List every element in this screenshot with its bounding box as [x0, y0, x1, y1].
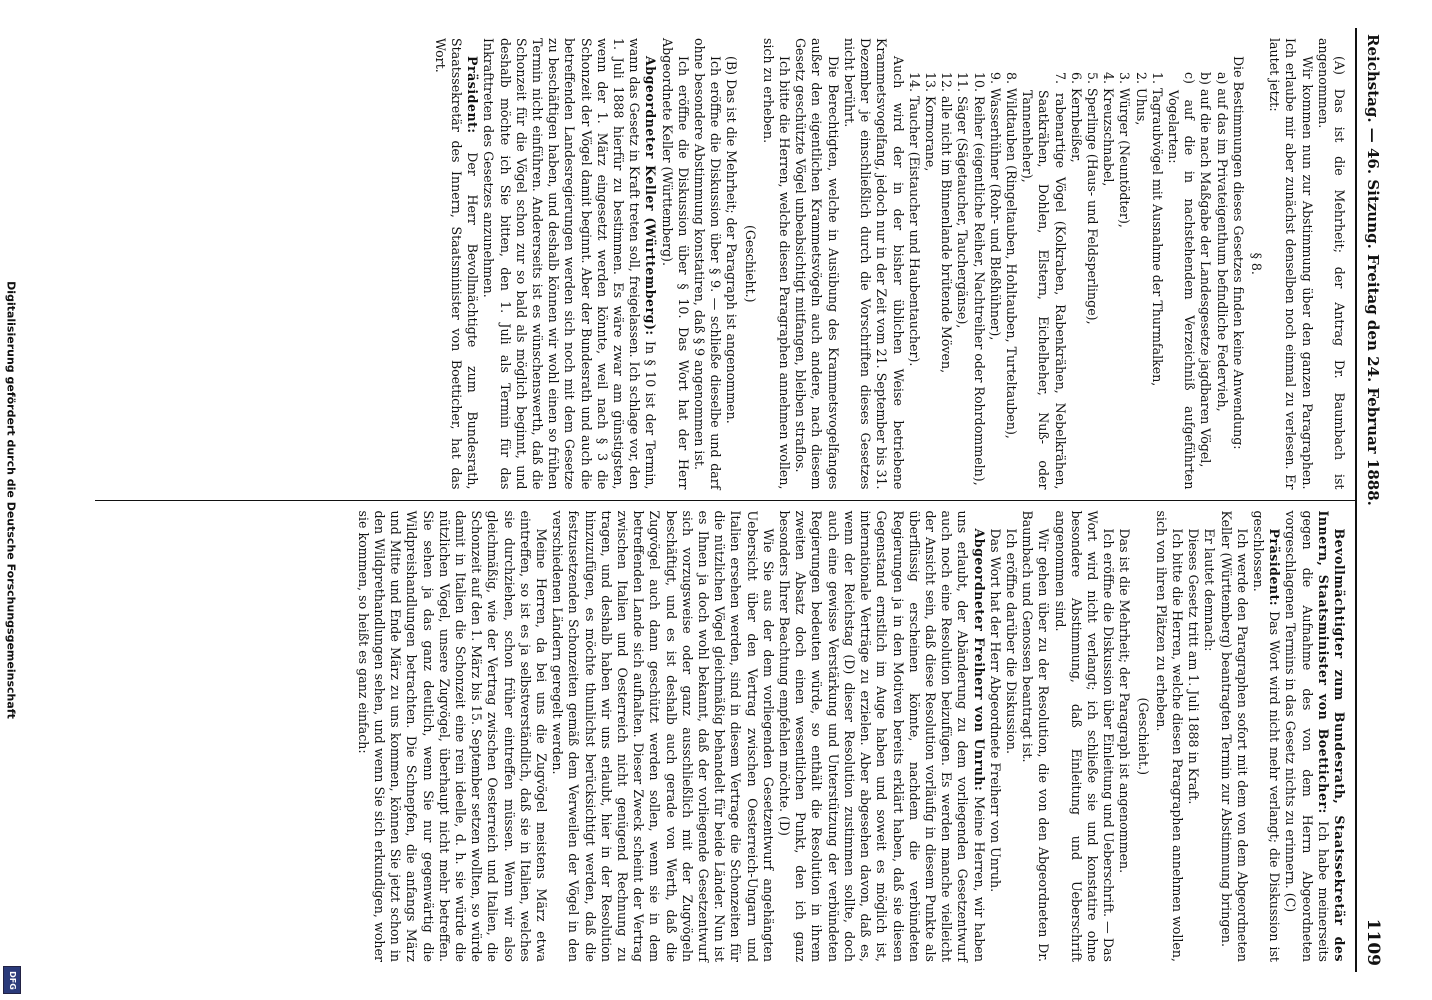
speaker: Präsident:: [465, 56, 481, 134]
paragraph-text: In § 10 ist der Termin, wann das Gesetz in Kraft treten soll, freigelassen. Ich schlage vor, den 1. Juli 1888 hierfür zu bestimmen. Es wäre zwar am günstigsten, wenn der 1. März eingesetzt werden könnte, weil nach § 3 die Schonzeit der Vögel damit beginnt. Aber der Bundesrath und auch die betreffenden Landesregierungen werden sich noch mit dem Gesetze zu beschäftigen haben, und deshalb können wir wohl einen so frühen Termin nicht einführen. Andererseits ist es wünschenswerth, daß die Schonzeit für die Vögel schon zur so bald als möglich beginnt, und deshalb möchte ich Sie bitten, den 1. Juli als Termin für das Inkrafttreten des Gesetzes anzunehmen.: [481, 38, 659, 490]
paragraph: Wir gehen über zu der Resolution, die von den Abgeordneten Dr. Baumbach und Genossen beantragt ist.: [1020, 510, 1052, 962]
list-item: 12. alle nicht im Binnenlande brütende Möven,: [939, 72, 955, 374]
list-item: 10. Reiher (eigentliche Reiher, Nachtreiher oder Rohrdommeln),: [971, 72, 987, 486]
page-number: 1109: [1363, 918, 1383, 966]
margin-mark-c: (C): [1283, 892, 1299, 913]
list-item: b) auf die nach Maßgabe der Landesgesetze jagdbaren Vögel,: [1198, 72, 1214, 468]
list-item: 2. Uhus,: [1133, 72, 1149, 126]
paragraph: Das ist die Mehrheit; der Paragraph ist angenommen.: [1117, 528, 1133, 874]
stage-direction: (Geschieht.): [742, 224, 758, 303]
margin-mark-a: (A): [1332, 56, 1347, 75]
paragraph: Ich eröffne die Diskussion über Einleitung und Ueberschrift. — Das Wort wird nicht verlangt; ich schließe sie und konstatire ohne besondere Abstimmung, daß Einleitung und Ueberschrift angenommen sind.: [1052, 510, 1117, 962]
speaker: Bevollmächtigter zum Bundesrath, Staatssekretär des Innern, Staatsminister von Boetticher:: [1315, 510, 1347, 962]
paragraph-text: Meine Herren, wir haben uns erlaubt, der Abänderung zu dem vorliegenden Gesetzentwurf auch noch eine Resolution beizufügen. Es werden manche vielleicht der Ansicht sein, daß diese Resolution vorläufig in diesem Punkte als überflüssig erscheinen könnte, nachdem die verbündeten Regierungen ja in den Motiven bereits erklärt haben, daß sie diesen Gegenstand ernstlich im Auge haben und soweit es möglich ist, internationale Verträge zu erzielen. Aber abgesehen davon, daß es, wenn der Reichstag (D) dieser Resolution zustimmen sollte, doch auch eine gewisse Verstärkung und Unterstützung der verbündeten Regierungen bedeuten würde, so enthält die Resolution in ihrem zweiten Absatz doch einen wesentlichen Punkt, den ich ganz besonders Ihrer Beachtung empfehlen möchte.: [777, 510, 987, 962]
paragraph: [723, 38, 739, 490]
paragraph: Ich eröffne die Diskussion über § 10. Das Wort hat der Herr Abgeordnete Keller (Württemberg).: [659, 38, 691, 490]
list-item: 5. Sperlinge (Haus- und Feldsperlinge),: [1084, 72, 1100, 325]
paragraph: Ich eröffne darüber die Diskussion.: [1003, 528, 1019, 754]
paragraph: [1250, 511, 1282, 963]
paragraph: [432, 38, 481, 490]
paragraph-text: Das ist die Mehrheit; der Antrag Dr. Baumbach ist angenommen.: [1315, 38, 1347, 490]
stage-direction: (Geschieht.): [1135, 697, 1151, 776]
list-item: 4. Kreuzschnabel,: [1101, 72, 1117, 187]
paragraph: [1315, 38, 1347, 490]
paragraph: [1282, 511, 1347, 963]
paragraph: Ich werde den Paragraphen sofort mit dem von dem Abgeordneten Keller (Württemberg) beantragten Termin zur Abstimmung bringen.: [1218, 510, 1250, 962]
section-heading: § 8.: [1248, 252, 1264, 275]
paragraph: Ich eröffne die Diskussion über § 9. — schließe dieselbe und darf ohne besondere Abstimmung konstatiren, daß § 9 angenommen ist.: [692, 38, 724, 490]
header-title: Reichstag. — 46. Sitzung. Freitag den 24. Februar 1888.: [1364, 34, 1382, 506]
dfg-logo: [3, 966, 21, 994]
paragraph: Die Bestimmungen dieses Gesetzes finden keine Anwendung:: [1230, 56, 1246, 450]
left-column: [95, 28, 1355, 501]
paragraph-text: Das ist die Mehrheit; der Paragraph ist angenommen.: [724, 79, 740, 424]
list-item: 9. Wasserhühner (Rohr- und Bleßhühner),: [987, 72, 1003, 341]
list-item: 13. Kormorane,: [922, 72, 938, 172]
bird-list: [906, 38, 1230, 490]
list-item: 7. rabenartige Vögel (Kolkraben, Rabenkrähen, Nebelkrähen, Saatkrähen, Dohlen, Elstern, Eichelheher, Nuß- oder Tannenheher),: [1020, 72, 1068, 490]
paragraph: [776, 511, 987, 963]
paragraph: Auch wird der in der bisher üblichen Weise betriebene Krammetsvogelfang, jedoch nur in der Zeit vom 21. September bis 31. Dezember je einschließlich durch die Vorschriften dieses Gesetzes nicht berührt.: [841, 38, 906, 490]
paragraph: Wir kommen nun zur Abstimmung über den ganzen Paragraphen. Ich erlaube mir aber zunächst denselben noch einmal zu verlesen. Er lautet jetzt:: [1267, 38, 1315, 490]
list-item: 1. Tagraubvögel mit Ausnahme der Thurmfalken,: [1149, 72, 1165, 387]
list-item: 14. Taucher (Eistaucher und Haubentaucher).: [906, 72, 922, 367]
margin-mark-d: (D): [777, 815, 793, 836]
dfg-logo-text: DFG: [7, 970, 17, 990]
list-item: 6. Kernbeißer,: [1068, 72, 1084, 163]
running-head: [1355, 28, 1383, 972]
margin-mark-b: (B): [724, 56, 740, 76]
list-item: 3. Würger (Neuntödter),: [1117, 72, 1133, 228]
paragraph: Er lautet demnach:: [1202, 528, 1218, 652]
footer-strip: [0, 0, 22, 1000]
list-item: c) auf die in nachstehendem Verzeichniß aufgeführten Vogelarten:: [1165, 72, 1198, 490]
list-item: 11. Säger (Sägetaucher, Tauchergänse),: [955, 72, 971, 329]
text-columns: [95, 28, 1355, 972]
list-item: 8. Wildtauben (Ringeltauben, Hohltauben, Turteltauben),: [1003, 72, 1019, 439]
speaker: Abgeordneter Keller (Württemberg):: [643, 56, 659, 336]
paragraph-text: Das Wort wird nicht mehr verlangt; die Diskussion ist geschlossen.: [1250, 510, 1283, 962]
paragraph: Ich bitte die Herren, welche diesen Paragraphen annehmen wollen, sich zu erheben.: [760, 38, 793, 490]
speaker: Präsident:: [1267, 528, 1283, 607]
paragraph: Ich bitte die Herren, welche diesen Paragraphen annehmen wollen, sich von ihren Plätzen zu erheben.: [1153, 510, 1185, 962]
paragraph: Die Berechtigten, welche in Ausübung des Krammetsvogelfanges außer den eigentlichen Krammetsvögeln auch andere, nach diesem Gesetz geschützte Vögel unbeabsichtigt mitfangen, bleiben straflos.: [793, 38, 841, 490]
scanned-page: [41, 10, 1391, 990]
right-column: [95, 501, 1355, 973]
funding-note: Digitalisierung gefördert durch die Deutsche Forschungsgemeinschaft: [4, 281, 18, 719]
paragraph: Dieses Gesetz tritt am 1. Juli 1888 in Kraft.: [1186, 528, 1202, 805]
list-item: a) auf das im Privateigenthum befindliche Federvieh,: [1214, 72, 1230, 412]
paragraph: [480, 38, 658, 490]
paragraph-text: Ich habe meinerseits gegen die Aufnahme des von dem Herrn Abgeordneten vorgeschlagenen Termins in das Gesetz nichts zu erinnern.: [1283, 510, 1331, 962]
paragraph: Meine Herren, da bei uns die Zugvögel meistens März etwa eintreffen, so ist es ja selbstverständlich, daß sie in Italien, welches sie durchziehen, schon früher eintreffen müssen. Wenn wir also gleichmäßig, wie der Vertrag zwischen Oesterreich und Italien, die Schonzeit auf den 1. März bis 15. September setzen wollten, so würde damit in Italien die Schonzeit eine rein ideelle, d. h. sie würde die nützlichen Vögel, unsere Zugvögel, überhaupt nicht mehr betreffen. Sie sehen ja das ganz deutlich, wenn Sie nur gegenwärtig die Wildpreishandlungen betrachten. Die Schnepfen, die anfangs März und Mitte und Ende März zu uns kommen, können Sie jetzt schon in den Wildprethandlungen sehen, und wenn Sie sich erkundigen, woher sie kommen, so heißt es ganz einfach:: [355, 510, 550, 962]
speaker: Abgeordneter Freiherr von Unruh:: [971, 528, 987, 792]
paragraph: Wie Sie aus der dem vorliegenden Gesetzentwurf angehängten Uebersicht über den Vertrag zwischen Oesterreich-Ungarn und Italien ersehen werden, sind in diesem Vertrage die Schonzeiten für die nützlichen Vögel gleichmäßig behandelt für beide Länder. Nun ist es Ihnen ja doch wohl bekannt, daß der vorliegende Gesetzentwurf sich vorzugsweise oder ganz ausschließlich mit der Zugvögeln beschäftigt, und es ist deshalb auch gerade von Werth, daß die Zugvögel auch dann geschützt werden sollen, wenn sie in dem betreffenden Lande sich aufhalten. Dieser Zweck scheint der Vertrag zwischen Italien und Oesterreich nicht genügend Rechnung zu tragen, und deshalb haben wir uns erlaubt, hier in der Resolution hinzuzufügen, es möchte thunlichst berücksichtigt werden, daß die festzusetzenden Schonzeiten gemäß dem Verweilen der Vögel in den verschiedenen Ländern geregelt werden.: [550, 510, 776, 962]
paragraph: Das Wort hat der Herr Abgeordnete Freiherr von Unruh.: [987, 528, 1003, 893]
paragraph-text: Der Herr Bevollmächtigte zum Bundesrath, Staatssekretär des Innern, Staatsminister von Boetticher, hat das Wort.: [432, 38, 481, 490]
